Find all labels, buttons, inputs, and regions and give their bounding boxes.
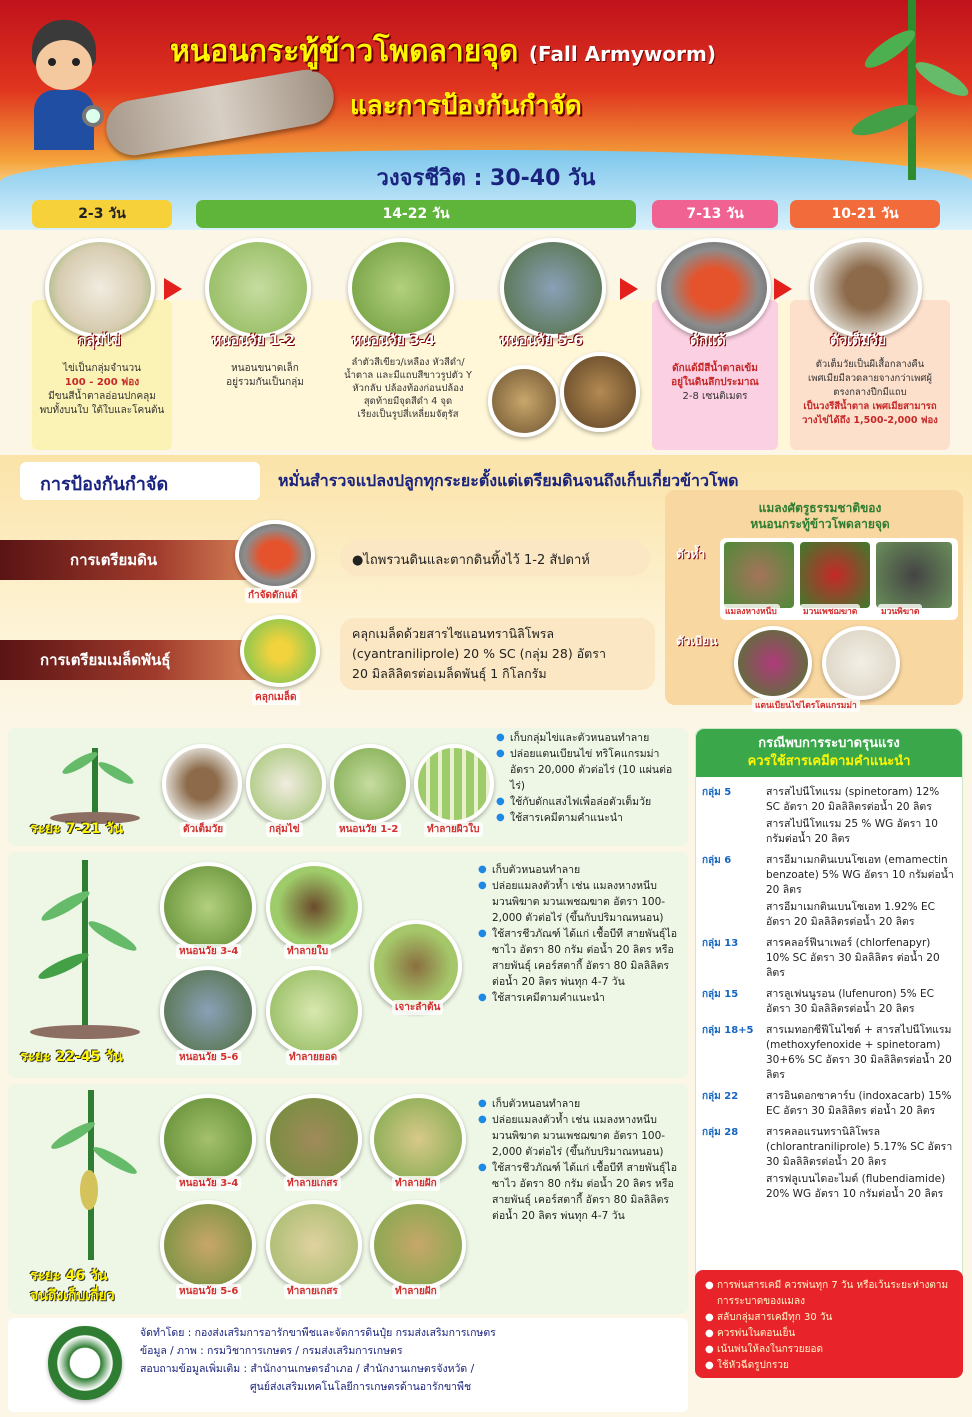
pupa-label: ดักแด้ — [690, 333, 726, 349]
tip-item: ● ใช้กับดักแสงไฟเพื่อล่อตัวเต็มวัย — [496, 794, 682, 810]
cartoon-mascot — [20, 20, 110, 150]
tip-item: ● ปล่อยแตนเบียนไข่ ทริโคแกรมม่า อัตรา 20,000 ตัวต่อไร่ (10 แผ่นต่อไร่) — [496, 746, 682, 794]
trichogramma-caption: แตนเบียนไข่ไตรโคแกรมม่า — [752, 698, 860, 712]
trichogramma-photo-2 — [822, 626, 900, 700]
stink-bug-photo — [876, 542, 952, 608]
stage-larva-duration: 14-22 วัน — [196, 200, 636, 228]
warning-item: ● เน้นพ่นให้ลงในกรวยยอด — [705, 1342, 955, 1358]
footer-credits: จัดทำโดย : กองส่งเสริมการอารักขาพืชและจัดการดินปุ๋ย กรมส่งเสริมการเกษตร ข้อมูล / ภาพ : กรมวิชาการเกษตร / กรมส่งเสริมการเกษตร สอบถามข้อมูลเพิ่มเติม : สำนักงานเกษตรอำเภอ / สำนักงานเกษตรจังหวัด / ศูนย์ส่งเสริมเทคโนโลยีการเกษตรด้านอารักขาพืช — [140, 1327, 496, 1393]
chemical-item: สารคลอแรนทรานิลิโพรล (chlorantraniliprole) 5.17% SC อัตรา 30 มิลลิลิตรต่อน้ำ 20 ลิตร — [766, 1126, 953, 1168]
p1-caption: กลุ่มไข่ — [266, 822, 303, 837]
chemical-group-number: กลุ่ม 6 — [702, 855, 732, 866]
p2-caption: หนอนวัย 5-6 — [176, 1050, 241, 1065]
p3-larva56-photo — [160, 1200, 256, 1290]
tip-item: ● เก็บกลุ่มไข่และตัวหนอนทำลาย — [496, 730, 682, 746]
period-3-label: ระยะ 46 วัน จนถึงเก็บเกี่ยว — [30, 1268, 115, 1304]
chemical-item: สารอีมาเมกตินเบนโซเอท (emamectin benzoate) 5% WG อัตรา 10 กรัมต่อน้ำ 20 ลิตร — [766, 854, 954, 896]
protection-slogan: หมั่นสำรวจแปลงปลูกทุกระยะตั้งแต่เตรียมดินจนถึงเก็บเกี่ยวข้าวโพด — [278, 471, 739, 490]
adult-photo — [810, 238, 922, 338]
corn-plant-medium-icon — [30, 860, 140, 1040]
larva34-label: หนอนวัย 3-4 — [352, 333, 436, 349]
main-title: หนอนกระทู้ข้าวโพดลายจุด (Fall Armyworm) — [170, 34, 716, 69]
chemical-item: สารสไปนีโทแรม (spinetoram) 12% SC อัตรา 20 มิลลิลิตรต่อน้ำ 20 ลิตร — [766, 786, 940, 813]
p3-caption: ทำลายฝัก — [392, 1176, 440, 1191]
seed-text: คลุกเมล็ดด้วยสารไซแอนทรานิลิโพรล (cyantraniliprole) 20 % SC (กลุ่ม 28) อัตรา 20 มิลลิลิตรต่อเมล็ดพันธุ์ 1 กิโลกรัม — [352, 626, 607, 681]
corn-plant-illustration — [850, 0, 972, 180]
larva12-label: หนอนวัย 1-2 — [212, 333, 296, 349]
chemical-item: สารคลอร์ฟีนาเพอร์ (chlorfenapyr) 10% SC อัตรา 30 มิลลิลิตร ต่อน้ำ 20 ลิตร — [766, 937, 940, 979]
chemical-group-number: กลุ่ม 18+5 — [702, 1025, 754, 1036]
chemical-group-number: กลุ่ม 28 — [702, 1127, 739, 1138]
natural-enemies-title: แมลงศัตรูธรรมชาติของ หนอนกระทู้ข้าวโพดลายจุด — [750, 501, 890, 531]
stage-egg-duration: 2-3 วัน — [32, 200, 172, 228]
period-3-tips — [478, 1096, 678, 1224]
chemical-group — [702, 1125, 954, 1204]
seed-photo — [240, 615, 320, 687]
period-1-tips — [496, 730, 682, 826]
p3-tassel-photo-2 — [266, 1200, 362, 1290]
chemical-panel — [695, 728, 963, 1293]
p2-stem-bore-photo — [370, 920, 462, 1012]
department-logo — [48, 1326, 122, 1400]
p3-ear-photo-2 — [370, 1200, 466, 1290]
earwig-photo — [724, 542, 794, 608]
chemical-item: สารลูเฟนนูรอน (lufenuron) 5% EC อัตรา 30 มิลลิลิตรต่อน้ำ 20 ลิตร — [766, 988, 934, 1015]
chemical-group — [702, 936, 954, 983]
chemical-group — [702, 785, 954, 849]
warning-item: ● ควรพ่นในตอนเย็น — [705, 1326, 955, 1342]
trichogramma-photo-1 — [734, 626, 812, 700]
chemical-group — [702, 987, 954, 1019]
p1-caption: ตัวเต็มวัย — [180, 822, 226, 837]
p1-caption: หนอนวัย 1-2 — [336, 822, 401, 837]
adult-label: ตัวเต็มวัย — [830, 333, 887, 349]
soil-text: ●ไถพรวนดินและตากดินทิ้งไว้ 1-2 สัปดาห์ — [352, 553, 590, 568]
parasite-label: ตัวเบียน — [676, 634, 718, 648]
chemical-group-number: กลุ่ม 15 — [702, 989, 739, 1000]
p2-top-damage-photo — [266, 966, 362, 1056]
pupa-photo — [657, 238, 771, 338]
assassin-caption: มวนเพชฌฆาต — [800, 604, 860, 618]
period-2-tips — [478, 862, 678, 1006]
chemical-item: สารฟลูเบนไดอะไมด์ (flubendiamide) 20% WG อัตรา 10 กรัมต่อน้ำ 20 ลิตร — [766, 1173, 946, 1200]
period-2-label: ระยะ 22-45 วัน — [20, 1049, 123, 1065]
chemical-list — [696, 777, 962, 1204]
assassin-bug-photo — [800, 542, 870, 608]
p3-larva34-photo — [160, 1094, 256, 1184]
p2-caption: เจาะลำต้น — [392, 1000, 443, 1015]
warning-item: ● การพ่นสารเคมี ควรพ่นทุก 7 วัน หรือเว้นระยะห่างตามการระบาดของแมลง — [705, 1278, 955, 1310]
p3-caption: ทำลายฝัก — [392, 1284, 440, 1299]
seed-photo-caption: คลุกเมล็ด — [252, 690, 300, 705]
adult-desc: ตัวเต็มวัยเป็นผีเสื้อกลางคืน เพศเมียมีลวดลายจางกว่าเพศผู้ ตรงกลางปีกมีแถบ เป็นวงรีสีน้ำตาล เพศเมียสามารถ วางไข่ได้ถึง 1,500-2,000 ฟอง — [802, 359, 938, 426]
chemical-group — [702, 1089, 954, 1121]
stage-pupa-duration: 7-13 วัน — [652, 200, 778, 228]
chemical-item: สารอินดอกซาคาร์บ (indoxacarb) 15% EC อัตรา 30 มิลลิลิตร ต่อน้ำ 20 ลิตร — [766, 1090, 952, 1117]
chemical-group-number: กลุ่ม 13 — [702, 938, 739, 949]
arrow-icon — [774, 278, 792, 300]
chemical-group — [702, 1023, 954, 1085]
p3-ear-photo — [370, 1094, 466, 1184]
predator-label: ตัวห้ำ — [676, 547, 706, 561]
chemical-group — [702, 853, 954, 932]
p2-caption: ทำลายใบ — [284, 944, 331, 959]
larva12-photo — [205, 238, 311, 338]
p3-caption: ทำลายเกสร — [284, 1284, 341, 1299]
protection-title: การป้องกันกำจัด — [40, 474, 169, 495]
stink-caption: มวนพิฆาต — [878, 604, 922, 618]
corn-plant-small-icon — [50, 738, 140, 818]
p3-tassel-photo — [266, 1094, 362, 1184]
p1-leaf-damage-photo — [414, 744, 494, 824]
p1-larva-photo — [330, 744, 410, 824]
tip-item: ● ใช้สารเคมีตามคำแนะนำ — [496, 810, 682, 826]
tip-item: ● เก็บตัวหนอนทำลาย — [478, 1096, 678, 1112]
p3-caption: หนอนวัย 3-4 — [176, 1176, 241, 1191]
earwig-caption: แมลงหางหนีบ — [722, 604, 780, 618]
tip-item: ● ปล่อยแมลงตัวห้ำ เช่น แมลงหางหนีบ มวนพิฆาต มวนเพชฌฆาต อัตรา 100-2,000 ตัวต่อไร่ (ขึ้นกับปริมาณหนอน) — [478, 878, 678, 926]
tip-item: ● ใช้สารชีวภัณฑ์ ได้แก่ เชื้อบีที สายพันธุ์ไอซาไว อัตรา 80 กรัม ต่อน้ำ 20 ลิตร หรือสายพันธุ์ เคอร์สตากี้ อัตรา 80 มิลลิลิตร ต่อน้ำ 20 ลิตร พ่นทุก 4-7 วัน — [478, 1160, 678, 1224]
title-english: (Fall Armyworm) — [528, 42, 716, 66]
larva56-photo-3 — [560, 352, 640, 432]
seed-prep-band: การเตรียมเมล็ดพันธุ์ — [0, 640, 260, 680]
period-1-label: ระยะ 7-21 วัน — [30, 821, 123, 837]
tip-item: ● ปล่อยแมลงตัวห้ำ เช่น แมลงหางหนีบ มวนพิฆาต มวนเพชฌฆาต อัตรา 100-2,000 ตัวต่อไร่ (ขึ้นกับปริมาณหนอน) — [478, 1112, 678, 1160]
subtitle: และการป้องกันกำจัด — [350, 91, 582, 121]
arrow-icon — [620, 278, 638, 300]
corn-plant-mature-icon — [40, 1090, 140, 1260]
warning-item: ● ใช้หัวฉีดรูปกรวย — [705, 1358, 955, 1374]
soil-pupa-photo — [235, 520, 315, 590]
life-cycle-title: วงจรชีวิต : 30-40 วัน — [376, 166, 596, 191]
chemical-item: สารสไปนีโทแรม 25 % WG อัตรา 10 กรัมต่อน้ำ 20 ลิตร — [766, 818, 938, 845]
p1-egg-photo — [246, 744, 326, 824]
p3-caption: หนอนวัย 5-6 — [176, 1284, 241, 1299]
p2-caption: หนอนวัย 3-4 — [176, 944, 241, 959]
tip-item: ● ใช้สารเคมีตามคำแนะนำ — [478, 990, 678, 1006]
stage-adult-duration: 10-21 วัน — [790, 200, 940, 228]
warning-item: ● สลับกลุ่มสารเคมีทุก 30 วัน — [705, 1310, 955, 1326]
egg-desc: ไข่เป็นกลุ่มจำนวน 100 - 200 ฟอง มีขนสีน้ำตาลอ่อนปกคลุม พบทั้งบนใบ ใต้ใบและโคนต้น — [39, 363, 165, 416]
chemical-group-number: กลุ่ม 22 — [702, 1091, 739, 1102]
p2-caption: ทำลายยอด — [286, 1050, 340, 1065]
p3-caption: ทำลายเกสร — [284, 1176, 341, 1191]
soil-prep-band: การเตรียมดิน — [0, 540, 260, 580]
chemical-item: สารเมทอกซีฟีโนไซด์ + สารสไปนีโทแรม (methoxyfenoxide + spinetoram) 30+6% SC อัตรา 30 มิลลิลิตรต่อน้ำ 20 ลิตร — [766, 1024, 952, 1081]
larva56-photo-2 — [488, 365, 560, 437]
larva34-desc: ลำตัวสีเขียว/เหลือง หัวสีดำ/ น้ำตาล และมีแถบสีขาวรูปตัว Y หัวกลับ ปล้องท้องก่อนปล้อง สุดท้ายมีจุดสีดำ 4 จุด เรียงเป็นรูปสี่เหลี่ยมจัตุรัส — [344, 357, 472, 420]
tip-item: ● ใช้สารชีวภัณฑ์ ได้แก่ เชื้อบีที สายพันธุ์ไอซาไว อัตรา 80 กรัม ต่อน้ำ 20 ลิตร หรือสายพันธุ์ เคอร์สตากี้ อัตรา 80 มิลลิลิตร ต่อน้ำ 20 ลิตร พ่นทุก 4-7 วัน — [478, 926, 678, 990]
p1-caption: ทำลายผิวใบ — [424, 822, 483, 837]
egg-photo — [45, 238, 155, 338]
larva34-photo — [348, 238, 454, 338]
larva12-desc: หนอนขนาดเล็ก อยู่รวมกันเป็นกลุ่ม — [226, 363, 304, 388]
soil-photo-caption: กำจัดดักแด้ — [245, 588, 301, 603]
p1-adult-photo — [162, 744, 242, 824]
pupa-desc: ดักแด้มีสีน้ำตาลเข้ม อยู่ในดินลึกประมาณ 2-8 เซนติเมตร — [671, 363, 759, 402]
spraying-warnings — [695, 1270, 963, 1378]
egg-label: กลุ่มไข่ — [78, 333, 121, 349]
larva56-label: หนอนวัย 5-6 — [500, 333, 584, 349]
arrow-icon — [164, 278, 182, 300]
p2-larva56-photo — [160, 966, 256, 1056]
chemical-panel-title: กรณีพบการระบาดรุนแรง ควรใช้สารเคมีตามคำแนะนำ — [696, 729, 962, 777]
larva56-photo — [500, 238, 606, 338]
chemical-group-number: กลุ่ม 5 — [702, 787, 732, 798]
p2-leaf-damage-photo — [266, 862, 362, 952]
tip-item: ● เก็บตัวหนอนทำลาย — [478, 862, 678, 878]
chemical-item: สารอีมาเมกตินเบนโซเอท 1.92% EC อัตรา 20 มิลลิลิตรต่อน้ำ 20 ลิตร — [766, 901, 935, 928]
p2-larva34-photo — [160, 862, 256, 952]
